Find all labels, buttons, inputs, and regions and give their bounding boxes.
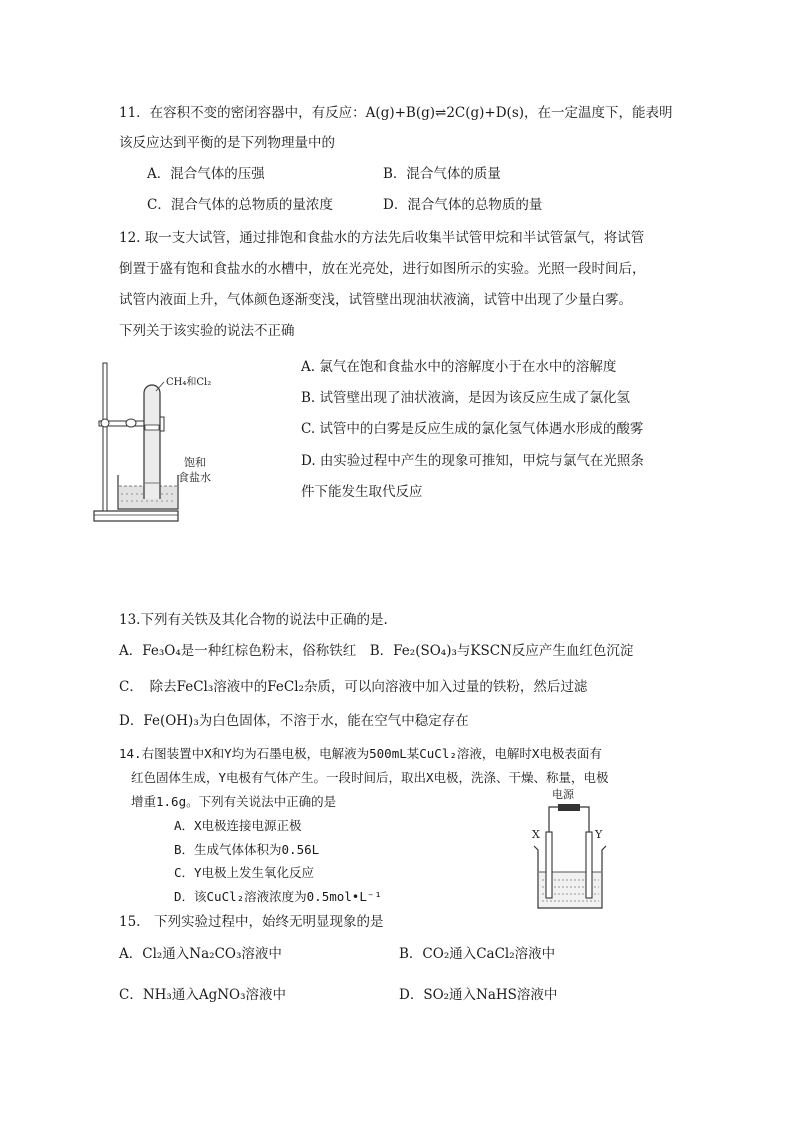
q12-option-c: C. 试管中的白雾是反应生成的氯化氢气体遇水形成的酸雾 [301,421,644,437]
q12-option-b: B. 试管壁出现了油状液滴，是因为该反应生成了氯化氢 [301,390,631,406]
q11-option-b: B．混合气体的质量 [383,166,501,182]
q15-option-a: A．Cl₂通入Na₂CO₃溶液中 [119,946,282,962]
inverted-test-tube [144,385,160,499]
q14-stem-line2: 红色固体生成，Y电极有气体产生。一段时间后，取出X电极，洗涤、干燥、称量，电极 [131,770,609,785]
q11-option-a: A．混合气体的压强 [147,166,265,182]
q13-option-c: C． 除去FeCl₃溶液中的FeCl₂杂质，可以向溶液中加入过量的铁粉，然后过滤 [119,679,588,695]
q14-stem-line3: 增重1.6g。下列有关说法中正确的是 [131,794,337,809]
q11-option-c: C．混合气体的总物质的量浓度 [147,197,333,213]
q12-option-d-line1: D. 由实验过程中产生的现象可推知，甲烷与氯气在光照条 [301,453,644,469]
q13-option-d: D．Fe(OH)₃为白色固体，不溶于水，能在空气中稳定存在 [119,713,469,729]
label-electrode-y: Y [595,828,603,841]
power-source [558,804,580,811]
q15-option-d: D．SO₂通入NaHS溶液中 [399,987,558,1003]
electrode-x [546,832,552,898]
q15-stem: 15. 下列实验过程中，始终无明显现象的是 [119,914,384,930]
q14-option-d: D．该CuCl₂溶液浓度为0.5mol•L⁻¹ [174,889,382,904]
q14-stem-line1: 14.右图装置中X和Y均为石墨电极，电解液为500mL某CuCl₂溶液，电解时X电极表面有 [119,746,602,761]
label-ch4-cl2: CH₄和Cl₂ [166,377,212,388]
stand-base [94,511,178,521]
label-electrode-x: X [532,828,540,841]
q12-option-d-line2: 件下能发生取代反应 [301,484,423,500]
q11-stem-line2: 该反应达到平衡的是下列物理量中的 [119,135,335,151]
q15-option-b: B．CO₂通入CaCl₂溶液中 [399,946,556,962]
q14-option-b: B．生成气体体积为0.56L [174,842,320,857]
q11-stem-line1: 11．在容积不变的密闭容器中，有反应：A(g)+B(g)⇌2C(g)+D(s)，在一定温度下，能表明 [119,105,673,121]
q15-option-c: C．NH₃通入AgNO₃溶液中 [119,987,287,1003]
label-brine: 食盐水 [178,471,211,484]
q12-stem-line2: 倒置于盛有饱和食盐水的水槽中，放在光亮处，进行如图所示的实验。光照一段时间后， [119,261,646,277]
q13-options-ab: A．Fe₃O₄是一种红棕色粉末，俗称铁红 B．Fe₂(SO₄)₃与KSCN反应产生血红色沉淀 [119,643,634,659]
q13-stem: 13.下列有关铁及其化合物的说法中正确的是. [119,612,388,628]
electrode-y [586,832,592,898]
label-saturated: 饱和 [184,456,206,469]
stand-rod [103,363,107,511]
q14-electrolysis-figure [520,786,620,916]
q12-stem-line4: 下列关于该实验的说法不正确 [119,323,295,339]
q14-option-a: A．X电极连接电源正极 [174,818,302,833]
q14-option-c: C．Y电极上发生氧化反应 [174,865,315,880]
q12-option-a: A. 氯气在饱和食盐水中的溶解度小于在水中的溶解度 [301,359,617,375]
q12-stem-line1: 12. 取一支大试管，通过排饱和食盐水的方法先后收集半试管甲烷和半试管氯气，将试管 [119,230,645,246]
q11-option-d: D．混合气体的总物质的量 [383,197,543,213]
label-power-source: 电源 [552,788,574,801]
q12-apparatus-figure [88,355,288,525]
q12-stem-line3: 试管内液面上升，气体颜色逐渐变浅，试管壁出现油状液滴，试管中出现了少量白雾。 [119,292,632,308]
